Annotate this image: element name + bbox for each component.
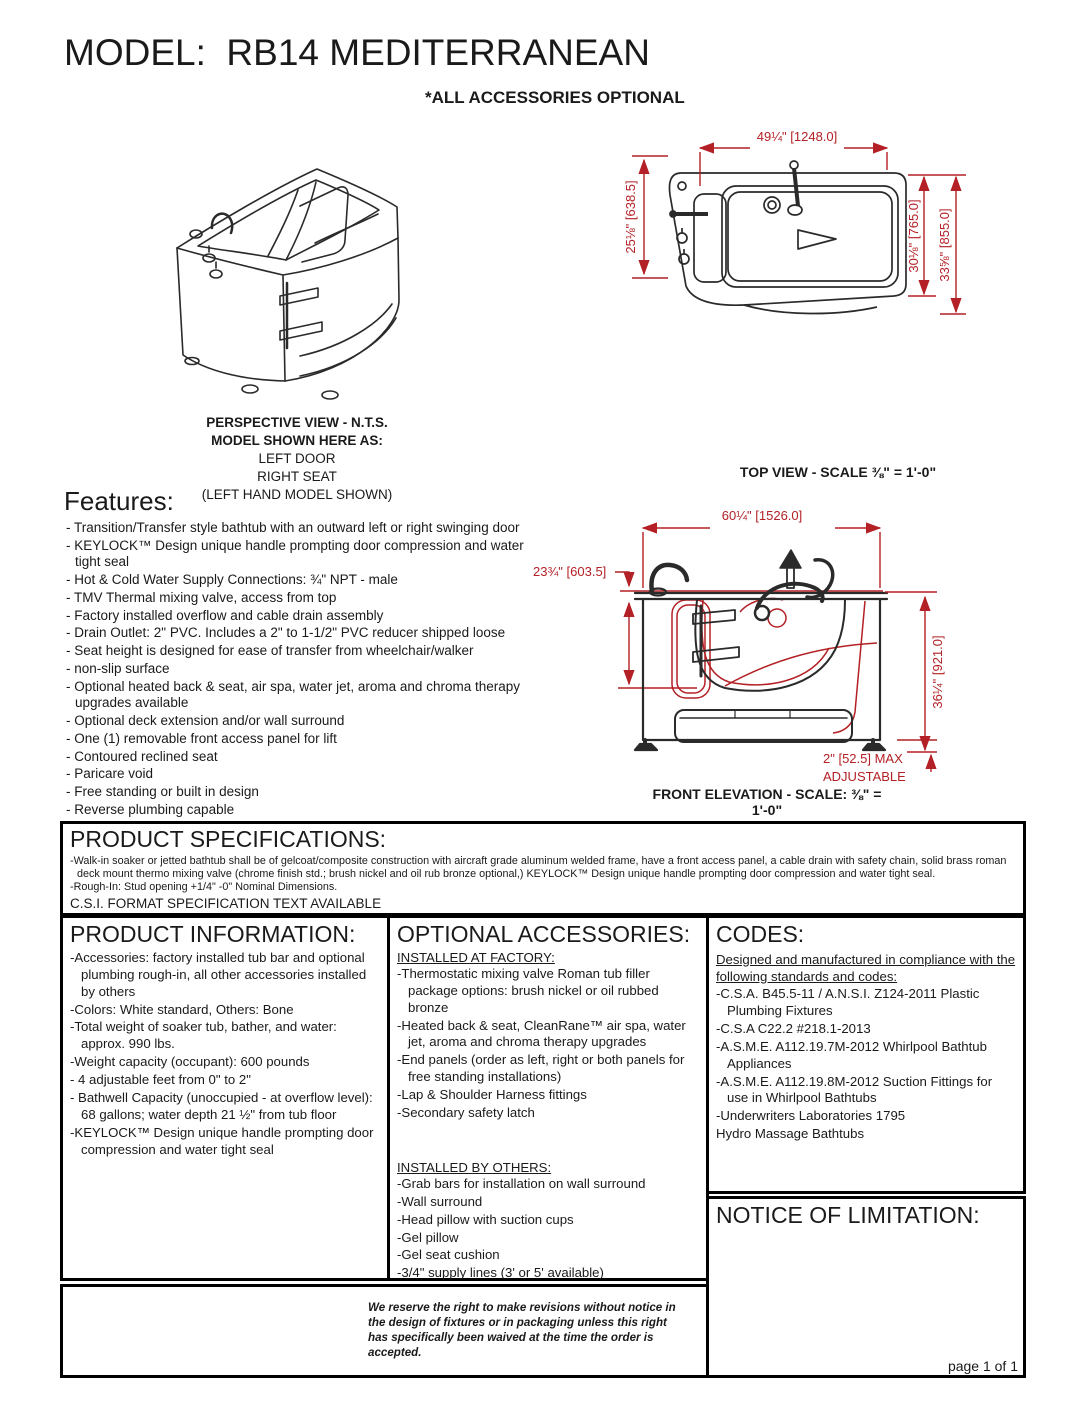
disclaimer-box	[60, 1284, 709, 1378]
product-info-item: -Total weight of soaker tub, bather, and water: approx. 990 lbs.	[70, 1019, 337, 1052]
front-elev-dim-right: 36¼" [921.0]	[930, 635, 945, 709]
feature-item: - KEYLOCK™ Design unique handle prompting door compression and water tight seal	[66, 537, 524, 570]
code-item: Hydro Massage Bathtubs	[716, 1126, 865, 1142]
feature-item: - non-slip surface	[66, 660, 170, 676]
caption-line: LEFT DOOR	[258, 451, 336, 467]
page-number: page 1 of 1	[947, 1358, 1018, 1374]
top-view-drawing	[622, 118, 972, 328]
feature-item: - Transition/Transfer style bathtub with an outward left or right swinging door	[66, 520, 520, 535]
factory-item: -Heated back & seat, CleanRane™ air spa, water jet, aroma and chroma therapy upgrades	[397, 1017, 686, 1050]
optional-accessories-box	[387, 915, 709, 1281]
feature-item: - TMV Thermal mixing valve, access from top	[66, 589, 337, 605]
others-item: -3/4" supply lines (3' or 5' available)	[397, 1265, 604, 1281]
caption-line: PERSPECTIVE VIEW - N.T.S.	[206, 415, 388, 430]
top-view-dim-left: 25⅛" [638.5]	[623, 180, 638, 254]
code-item: -A.S.M.E. A112.19.8M-2012 Suction Fittings for use in Whirlpool Bathtubs	[716, 1073, 993, 1106]
installed-by-others-heading: INSTALLED BY OTHERS:	[397, 1159, 552, 1175]
factory-item: -End panels (order as left, right or both panels for free standing installations)	[397, 1052, 685, 1085]
front-elevation-label: FRONT ELEVATION - SCALE: ⅜" = 1'-0"	[652, 786, 882, 818]
product-information-box	[60, 915, 390, 1281]
installed-at-factory-list	[397, 966, 699, 1122]
product-specifications-body	[70, 855, 1016, 894]
caption-line: (LEFT HAND MODEL SHOWN)	[201, 487, 393, 503]
code-item: -C.S.A. B45.5-11 / A.N.S.I. Z124-2011 Plastic Plumbing Fixtures	[716, 986, 980, 1019]
others-item: -Wall surround	[397, 1193, 483, 1209]
caption-line: MODEL SHOWN HERE AS:	[211, 433, 383, 449]
feature-item: - Optional deck extension and/or wall surround	[66, 713, 345, 729]
feature-item: - Drain Outlet: 2" PVC. Includes a 2" to 1-1/2" PVC reducer shipped loose	[66, 625, 506, 641]
feature-item: - Optional heated back & seat, air spa, water jet, aroma and chroma therapy upgrades available	[66, 678, 520, 711]
factory-item: -Lap & Shoulder Harness fittings	[397, 1087, 587, 1103]
feature-item: - One (1) removable front access panel for lift	[66, 730, 337, 746]
disclaimer-text: We reserve the right to make revisions without notice in the design of fixtures or in packaging unless this right has specifically been waived at the time the order is accepted.	[368, 1301, 676, 1360]
product-info-item: -Accessories: factory installed tub bar and optional plumbing rough-in, all other accessories installed by others	[70, 949, 367, 999]
spec-paragraph: -Rough-In: Stud opening +1/4" -0" Nominal Dimensions.	[70, 880, 338, 893]
product-information-heading: PRODUCT INFORMATION:	[70, 921, 356, 947]
top-view-dim-right-outer: 33⅝" [855.0]	[937, 208, 952, 282]
codes-heading: CODES:	[716, 921, 805, 947]
product-specifications-footer: C.S.I. FORMAT SPECIFICATION TEXT AVAILABLE	[70, 895, 382, 911]
product-specifications-heading: PRODUCT SPECIFICATIONS:	[70, 826, 387, 852]
feature-item: - Free standing or built in design	[66, 784, 259, 800]
factory-item: -Thermostatic mixing valve Roman tub filler package options: brush nickel or oil rubbed bronze	[397, 965, 659, 1015]
others-item: -Head pillow with suction cups	[397, 1211, 574, 1227]
others-item: -Gel seat cushion	[397, 1247, 500, 1263]
top-view-dim-width: 49¼" [1248.0]	[756, 129, 838, 144]
product-info-item: - Bathwell Capacity (unoccupied - at overflow level): 68 gallons; water depth 21 ½" from tub floor	[70, 1089, 373, 1122]
optional-accessories-heading: OPTIONAL ACCESSORIES:	[397, 921, 691, 947]
others-item: -Grab bars for installation on wall surround	[397, 1175, 646, 1191]
product-info-item: -Weight capacity (occupant): 600 pounds	[70, 1054, 310, 1070]
code-item: -C.S.A C22.2 #218.1-2013	[716, 1020, 871, 1036]
caption-line: RIGHT SEAT	[257, 469, 337, 485]
installed-at-factory-heading: INSTALLED AT FACTORY:	[397, 949, 555, 965]
notice-heading: NOTICE OF LIMITATION:	[716, 1202, 980, 1228]
front-elevation-drawing	[525, 500, 970, 790]
perspective-view-drawing	[150, 148, 430, 410]
codes-intro: Designed and manufactured in compliance with the following standards and codes:	[716, 951, 1016, 984]
top-view-dim-right-inner: 30⅛" [765.0]	[906, 199, 921, 273]
codes-box	[706, 915, 1026, 1194]
features-heading: Features:	[64, 486, 174, 516]
front-elev-dim-adjust-1: 2" [52.5] MAX	[823, 751, 903, 766]
top-view-label: TOP VIEW - SCALE ⅜" = 1'-0"	[739, 464, 937, 480]
feature-item: - Hot & Cold Water Supply Connections: ¾" NPT - male	[66, 572, 398, 588]
feature-item: - Contoured reclined seat	[66, 748, 218, 764]
installed-by-others-list	[397, 1176, 699, 1282]
product-information-list	[70, 950, 380, 1159]
front-elev-dim-adjust-2: ADJUSTABLE	[823, 769, 906, 784]
feature-item: - Reverse plumbing capable	[66, 801, 235, 817]
others-item: -Gel pillow	[397, 1229, 459, 1245]
product-info-item: -Colors: White standard, Others: Bone	[70, 1001, 294, 1017]
factory-item: -Secondary safety latch	[397, 1104, 535, 1120]
product-info-item: - 4 adjustable feet from 0" to 2"	[70, 1072, 251, 1088]
codes-list	[716, 986, 1016, 1143]
feature-item: - Seat height is designed for ease of transfer from wheelchair/walker	[66, 643, 474, 659]
notice-of-limitation-box	[706, 1196, 1026, 1378]
product-specifications-box	[60, 821, 1026, 916]
code-item: -A.S.M.E. A112.19.7M-2012 Whirlpool Bathtub Appliances	[716, 1038, 987, 1071]
page-title: MODEL: RB14 MEDITERRANEAN	[64, 32, 650, 73]
code-item: -Underwriters Laboratories 1795	[716, 1108, 906, 1124]
front-elev-dim-left: 23¾" [603.5]	[533, 564, 607, 579]
page-subtitle: *ALL ACCESSORIES OPTIONAL	[425, 88, 685, 107]
feature-item: - Factory installed overflow and cable drain assembly	[66, 607, 384, 623]
product-info-item: -KEYLOCK™ Design unique handle prompting door compression and water tight seal	[70, 1124, 374, 1157]
feature-item: - Paricare void	[66, 766, 154, 782]
front-elev-dim-width: 60¼" [1526.0]	[721, 508, 803, 523]
features-list	[66, 520, 544, 819]
perspective-caption	[152, 414, 442, 504]
spec-paragraph: -Walk-in soaker or jetted bathtub shall be of gelcoat/composite construction with aircraft grade aluminum welded frame, have a front access panel, a cable drain with safety chain, solid brass roman deck mount thermo mixing valve (chrome finish std.; brush nickel and oil rub bronze optional,) KEYLOCK™ Design unique handle prompting door compression and water tight seal.	[70, 854, 1007, 880]
